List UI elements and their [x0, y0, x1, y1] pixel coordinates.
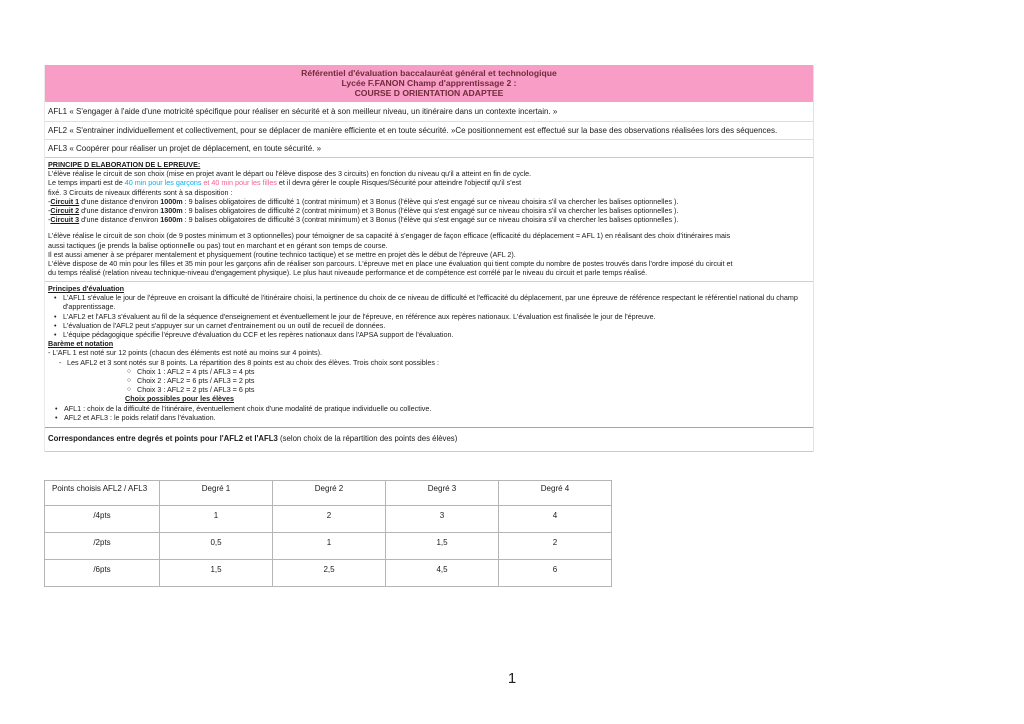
score-cell: 2,5 — [273, 560, 386, 587]
correspondence-normal-text: (selon choix de la répartition des points des élèves) — [277, 434, 458, 443]
text-segment: d'une distance d'environ — [79, 196, 161, 206]
score-row-label: /2pts — [45, 533, 160, 560]
bullet-icon: • — [54, 320, 57, 330]
text-segment: - — [48, 196, 51, 206]
score-table-header-cell: Degré 3 — [386, 481, 499, 506]
text-segment: : 9 balises obligatoires de difficulté 3 (contrat minimum) et 3 Bonus (l'élève qui s'est engagé sur ce niveau choisira s'il va chercher les balises optionnelles ). — [182, 215, 679, 225]
bullet-icon: • — [55, 412, 58, 422]
evaluation-principles-heading: Principes d'évaluation — [48, 284, 125, 293]
score-cell: 6 — [499, 560, 612, 587]
correspondence-row — [45, 427, 813, 452]
bullet-text: L'équipe pédagogique spécifie l'épreuve d'évaluation du CCF et les repères nationaux dans l'APSA support de l'évaluation. — [63, 330, 454, 340]
text-segment: L'élève dispose de 40 min pour les filles et 35 min pour les garçons afin de réaliser son parcours. L'épreuve met en place une évaluation qui tient compte du nombre de postes trouvés dans l'ordre imposé du circuit et — [48, 259, 733, 269]
score-cell: 1 — [273, 533, 386, 560]
afl1-row: AFL1 « S'engager à l'aide d'une motricité spécifique pour réaliser en sécurité et à son meilleur niveau, un itinéraire dans un contexte incertain. » — [48, 107, 558, 116]
afl2-row: AFL2 « S'entrainer individuellement et collectivement, pour se déplacer de manière efficiente et en toute sécurité. »Ce positionnement est effectué sur la base des observations réalisées lors des séquences. — [45, 121, 813, 139]
score-cell: 1,5 — [386, 533, 499, 560]
bullet-text: L'évaluation de l'AFL2 peut s'appuyer sur un carnet d'entrainement ou un outil de recueil de données. — [63, 320, 386, 330]
text-segment: d'une distance d'environ — [79, 206, 161, 216]
bullet-icon: • — [54, 293, 57, 303]
evaluation-bullet-list — [54, 293, 810, 339]
score-row-label: /4pts — [45, 506, 160, 533]
text-segment: Il est aussi amener à se préparer mentalement et physiquement (routine technico tactique) et se mettre en projet dès le début de l'épreuve (AFL 2). — [48, 249, 516, 259]
score-table-header-row — [45, 481, 612, 506]
bullet-item — [54, 321, 810, 330]
text-segment: 1300m — [160, 206, 183, 216]
principle-part2 — [48, 231, 810, 277]
principle-part1 — [48, 169, 810, 224]
text-segment: Circuit 3 — [50, 215, 80, 225]
text-line — [48, 188, 810, 197]
text-segment: et il devra gérer le couple Risques/Sécurité pour atteindre l'objectif qu'il s'est — [276, 178, 522, 188]
bullet-item — [54, 330, 810, 339]
bullet-text: L'AFL2 et l'AFL3 s'évaluent au fil de la séquence d'enseignement et éventuellement le jour de l'épreuve, en référence aux repères nationaux. L'évaluation est finalisée le jour de l'épreuve. — [63, 311, 656, 321]
text-line — [48, 169, 810, 178]
text-segment: : 9 balises obligatoires de difficulté 1 (contrat minimum) et 3 Bonus (l'élève qui s'est engagé sur ce niveau choisira s'il va chercher les balises optionnelles ). — [182, 196, 679, 206]
bullet-item — [54, 312, 810, 321]
dash-bullet-icon: - — [59, 357, 62, 367]
text-segment: Circuit 1 — [50, 196, 80, 206]
banner-title-line3: COURSE D ORIENTATION ADAPTEE — [354, 88, 504, 98]
evaluation-section — [45, 281, 813, 427]
text-segment: 1000m — [160, 196, 183, 206]
score-cell: 0,5 — [160, 533, 273, 560]
text-line — [48, 268, 810, 277]
principle-heading: PRINCIPE D ELABORATION DE L EPREUVE: — [48, 160, 201, 169]
referential-table — [44, 65, 814, 452]
bullet-icon: • — [55, 403, 58, 413]
choix-option-3-text: Choix 3 : AFL2 = 2 pts / AFL3 = 6 pts — [137, 385, 255, 395]
text-segment: 40 min pour les garçons — [124, 178, 202, 188]
bullet-item — [54, 293, 810, 311]
text-line — [48, 206, 810, 215]
text-segment: d'une distance d'environ — [79, 215, 161, 225]
text-line — [48, 197, 810, 206]
score-table-header-cell: Degré 2 — [273, 481, 386, 506]
score-table-row — [45, 560, 612, 587]
text-line — [48, 241, 810, 250]
bareme-line-afl23-text: Les AFL2 et 3 sont notés sur 8 points. La répartition des 8 points est au choix des élèves. Trois choix sont possibles : — [67, 357, 439, 367]
text-segment: aussi tactiques (je prends la balise optionnelle ou pas) tout en marchant et en gérant son temps de course. — [48, 240, 388, 250]
bareme-heading: Barème et notation — [48, 339, 114, 349]
score-table-row — [45, 506, 612, 533]
text-line — [48, 178, 810, 187]
circle-bullet-icon: ○ — [127, 386, 132, 394]
text-segment: : 9 balises obligatoires de difficulté 2 (contrat minimum) et 3 Bonus (l'élève qui s'est engagé sur ce niveau choisira s'il va chercher les balises optionnelles ). — [182, 206, 679, 216]
text-line — [48, 231, 810, 240]
choix-option-2-text: Choix 2 : AFL2 = 6 pts / AFL3 = 2 pts — [137, 376, 255, 386]
text-segment: L'élève réalise le circuit de son choix (mise en projet avant le départ ou l'élève dispose des 3 circuits) en fonction du niveau qu'il a atteint en fin de cycle. — [48, 169, 532, 179]
score-row-label: /6pts — [45, 560, 160, 587]
bullet-item — [55, 404, 810, 413]
choix-bullet-list — [55, 404, 810, 422]
afl3-row: AFL3 « Coopérer pour réaliser un projet de déplacement, en toute sécurité. » — [45, 139, 813, 157]
bullet-text: AFL2 et AFL3 : le poids relatif dans l'évaluation. — [64, 412, 216, 422]
choix-option-1 — [127, 367, 810, 376]
text-segment: du temps réalisé (relation niveau technique-niveau d'engagement physique). Le plus haut niveaude performance et de compétence est corrélé par le niveau du circuit et parle temps réalisé. — [48, 268, 648, 278]
choix-possibles-heading: Choix possibles pour les élèves — [125, 394, 235, 404]
title-banner — [45, 65, 813, 102]
bullet-icon: • — [54, 311, 57, 321]
choix-option-2 — [127, 376, 810, 385]
page-number: 1 — [507, 670, 517, 687]
score-table-header-cell: Degré 4 — [499, 481, 612, 506]
choix-option-1-text: Choix 1 : AFL2 = 4 pts / AFL3 = 4 pts — [137, 366, 255, 376]
score-table-header-cell: Points choisis AFL2 / AFL3 — [45, 481, 160, 506]
text-line — [48, 215, 810, 224]
bareme-line-afl1: - L'AFL 1 est noté sur 12 points (chacun des éléments est noté au moins sur 4 points). — [48, 348, 322, 358]
score-cell: 2 — [499, 533, 612, 560]
bullet-text: AFL1 : choix de la difficulté de l'itinéraire, éventuellement choix d'une modalité de pratique individuelle ou collective. — [64, 403, 432, 413]
text-segment: et 40 min pour les filles — [201, 178, 277, 188]
score-cell: 4 — [499, 506, 612, 533]
text-line — [48, 259, 810, 268]
score-table — [44, 480, 612, 587]
text-segment: Circuit 2 — [50, 206, 80, 216]
score-cell: 1 — [160, 506, 273, 533]
score-cell: 3 — [386, 506, 499, 533]
text-segment: 1600m — [160, 215, 183, 225]
principle-section — [45, 157, 813, 281]
bareme-line-afl23 — [59, 358, 810, 367]
correspondence-bold-text: Correspondances entre degrés et points pour l'AFL2 et l'AFL3 — [48, 434, 278, 443]
banner-title-line1: Référentiel d'évaluation baccalauréat général et technologique — [301, 68, 557, 78]
score-table-header-cell: Degré 1 — [160, 481, 273, 506]
score-table-row — [45, 533, 612, 560]
choix-option-3 — [127, 385, 810, 394]
text-segment: L'élève réalise le circuit de son choix (de 9 postes minimum et 3 optionnelles) pour témoigner de sa capacité à s'engager de façon efficace (efficacité du déplacement = AFL 1) en réalisant des choix d'itinéraires mais — [48, 231, 731, 241]
banner-title-line2: Lycée F.FANON Champ d'apprentissage 2 : — [341, 78, 517, 88]
bullet-item — [55, 413, 810, 422]
text-line — [48, 250, 810, 259]
score-cell: 1,5 — [160, 560, 273, 587]
text-segment: fixé. 3 Circuits de niveaux différents sont à sa disposition : — [48, 187, 233, 197]
bullet-text: L'AFL1 s'évalue le jour de l'épreuve en croisant la difficulté de l'itinéraire choisi, la pertinence du choix de ce niveau de difficulté et l'efficacité du déplacement, par une épreuve de référence respectant le référentiel national du champ d'apprentissage. — [63, 293, 798, 312]
score-cell: 2 — [273, 506, 386, 533]
text-segment: Le temps imparti est de — [48, 178, 125, 188]
score-cell: 4,5 — [386, 560, 499, 587]
text-segment: - — [48, 215, 51, 225]
circle-bullet-icon: ○ — [127, 367, 132, 375]
text-segment: - — [48, 206, 51, 216]
bullet-icon: • — [54, 330, 57, 340]
circle-bullet-icon: ○ — [127, 377, 132, 385]
